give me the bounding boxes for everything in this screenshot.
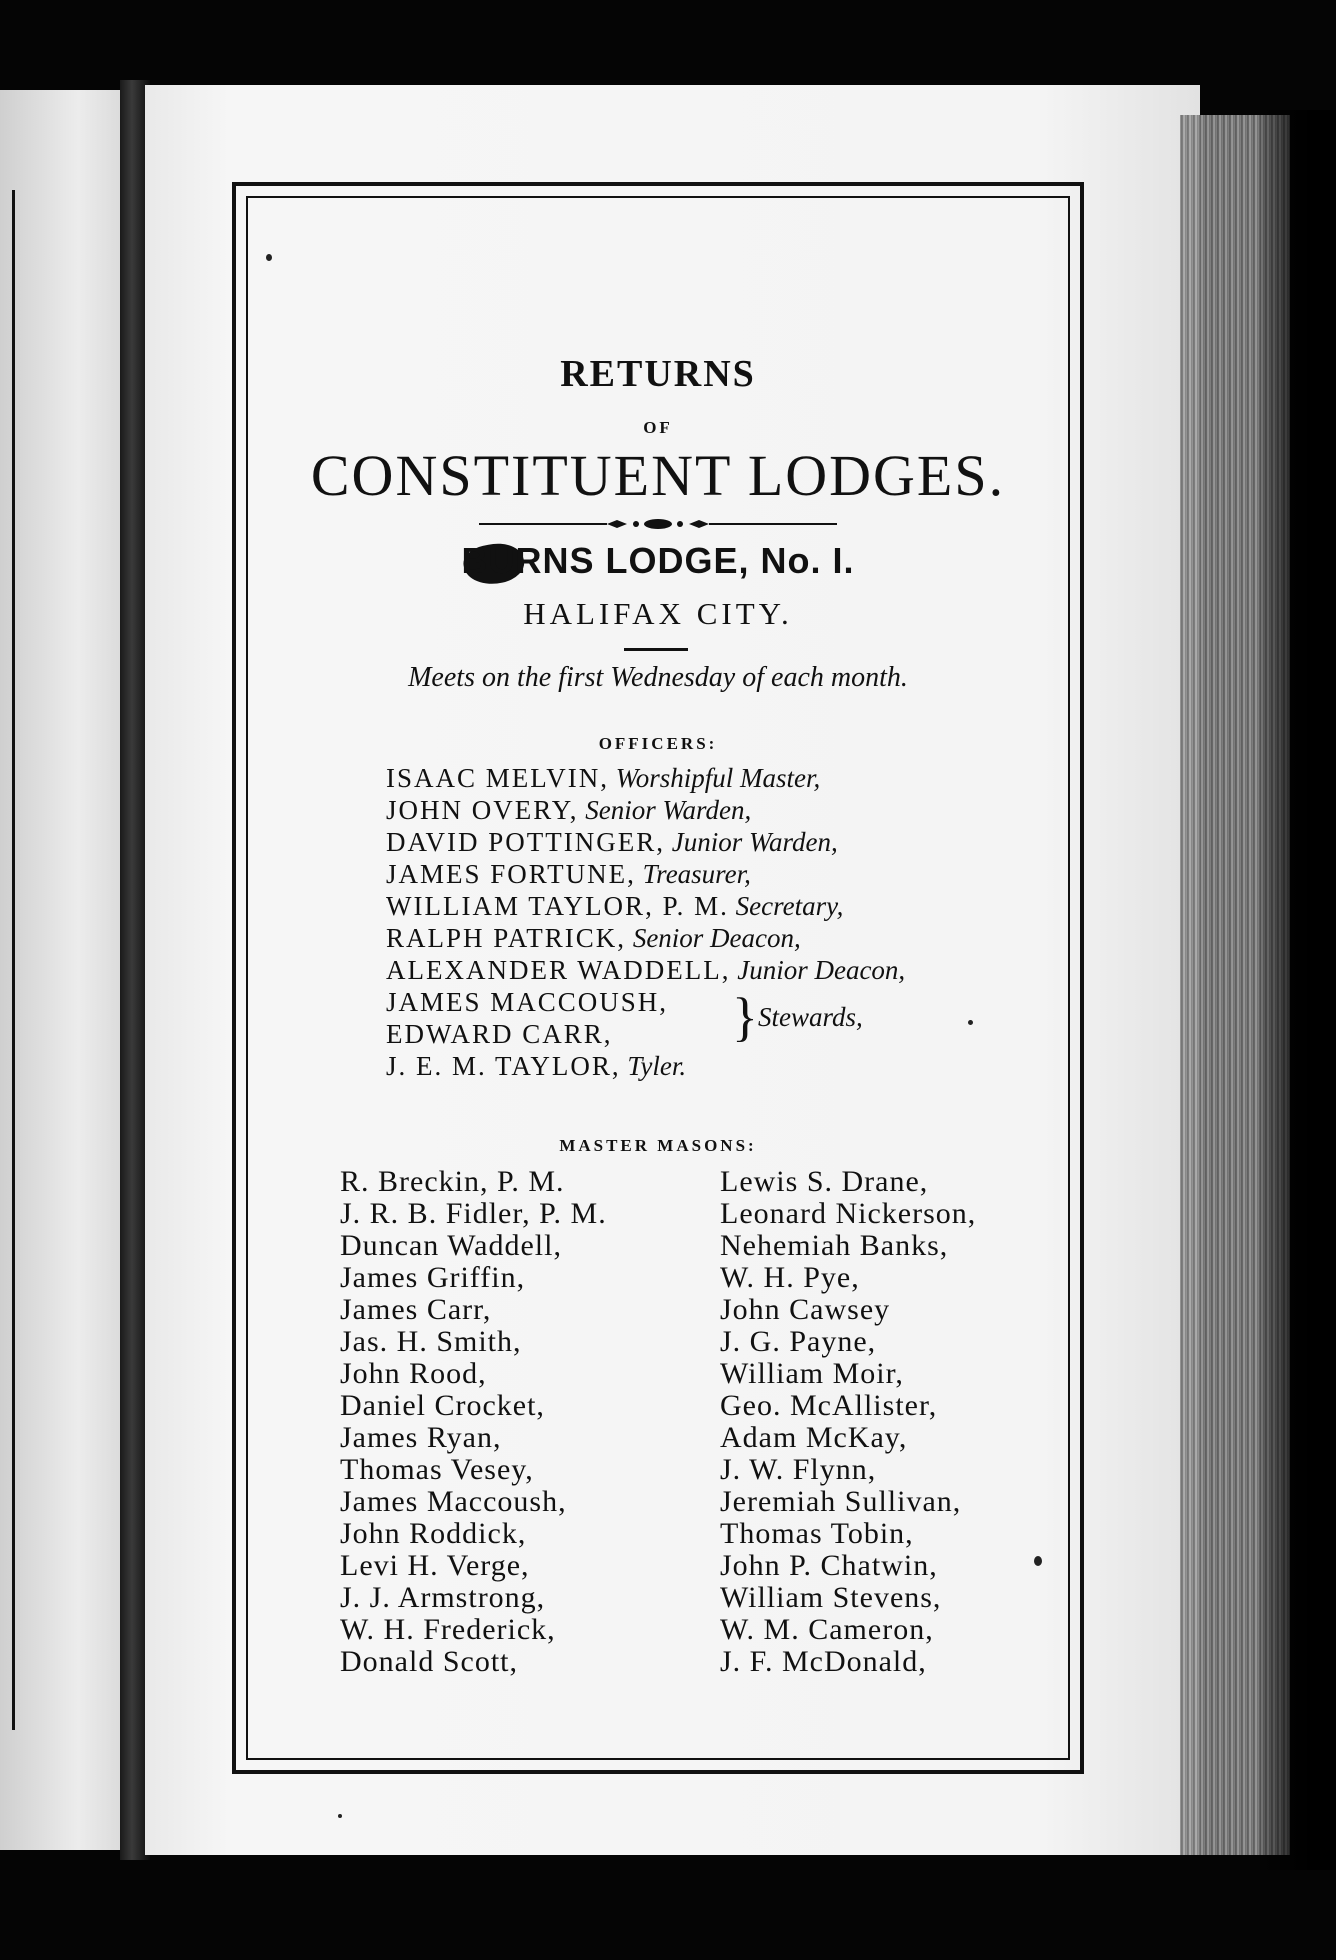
master-masons-right-column [720,1166,1080,1678]
mason-name: J. F. McDonald, [720,1645,927,1678]
mason-name: James Carr, [340,1293,492,1326]
officer-name: ISAAC MELVIN, [386,763,610,793]
facing-page-frame-edge [0,190,15,1730]
mason-name: Donald Scott, [340,1645,518,1678]
lodge-returns-page [250,200,1066,1756]
page-edges-shadow [1260,110,1336,1870]
officer-role: Junior Deacon, [737,955,906,985]
officers-list [386,762,1066,1082]
heading-of: OF [643,418,673,437]
dust-speck [338,1814,342,1818]
mason-name: J. J. Armstrong, [340,1581,546,1614]
stewards-group [386,986,1066,1050]
mason-name: J. W. Flynn, [720,1453,877,1486]
lodge-name: BURNS LODGE, No. I. [461,540,855,581]
ornamental-rule [250,514,1066,534]
mason-name: James Griffin, [340,1261,526,1294]
mason-name: R. Breckin, P. M. [340,1165,565,1198]
officer-entry [386,890,1066,922]
officer-entry [386,762,1066,794]
master-masons-left-column [340,1166,700,1678]
mason-name: Leonard Nickerson, [720,1197,977,1230]
officer-name: DAVID POTTINGER, [386,827,665,857]
steward-name: EDWARD CARR, [386,1019,613,1049]
mason-name: W. H. Pye, [720,1261,860,1294]
mason-name: W. M. Cameron, [720,1613,934,1646]
mason-name: J. G. Payne, [720,1325,877,1358]
heading-returns: RETURNS [560,353,756,395]
mason-name: J. R. B. Fidler, P. M. [340,1197,607,1230]
officer-name: WILLIAM TAYLOR, P. M. [386,891,729,921]
stewards-role: Stewards, [758,1002,863,1032]
tyler-entry [386,1050,1066,1082]
officer-name: JAMES FORTUNE, [386,859,636,889]
officer-name: RALPH PATRICK, [386,923,627,953]
mason-name: Duncan Waddell, [340,1229,562,1262]
officer-role: Treasurer, [642,859,751,889]
mason-name: Lewis S. Drane, [720,1165,929,1198]
officer-name: ALEXANDER WADDELL, [386,955,731,985]
meeting-schedule: Meets on the first Wednesday of each month. [408,662,908,693]
facing-page [0,90,130,1850]
officer-role: Senior Warden, [585,795,752,825]
mason-name: William Moir, [720,1357,904,1390]
mason-name: Jas. H. Smith, [340,1325,522,1358]
mason-name: Levi H. Verge, [340,1549,530,1582]
mason-name: Jeremiah Sullivan, [720,1485,962,1518]
mason-name: John Roddick, [340,1517,527,1550]
officer-entry [386,922,1066,954]
mason-name: John P. Chatwin, [720,1549,938,1582]
mason-name: Geo. McAllister, [720,1389,938,1422]
officers-heading: OFFICERS: [598,734,718,753]
steward-entry [386,1018,613,1050]
officer-role: Senior Deacon, [632,923,801,953]
mason-name: Daniel Crocket, [340,1389,545,1422]
master-masons-heading: MASTER MASONS: [559,1136,757,1155]
officer-name: JOHN OVERY, [386,795,579,825]
mason-name: James Maccoush, [340,1485,567,1518]
brace-glyph: } [732,987,758,1047]
mason-name: John Cawsey [720,1293,891,1326]
officer-role: Worshipful Master, [615,763,821,793]
mason-name: James Ryan, [340,1421,502,1454]
mason-name: Thomas Vesey, [340,1453,534,1486]
officer-role: Secretary, [735,891,844,921]
mason-name: William Stevens, [720,1581,942,1614]
mason-name: Adam McKay, [720,1421,908,1454]
short-rule [624,648,688,651]
mason-name: John Rood, [340,1357,487,1390]
steward-name: JAMES MACCOUSH, [386,987,669,1017]
officer-entry [386,858,1066,890]
page-title: CONSTITUENT LODGES. [310,443,1006,508]
mason-name: Nehemiah Banks, [720,1229,949,1262]
officer-entry [386,826,1066,858]
officer-role: Tyler. [627,1051,687,1081]
officer-entry [386,954,1066,986]
lodge-city: HALIFAX CITY. [523,596,793,631]
mason-name: Thomas Tobin, [720,1517,914,1550]
steward-entry [386,986,668,1018]
officer-role: Junior Warden, [671,827,838,857]
officer-name: J. E. M. TAYLOR, [386,1051,621,1081]
officer-entry [386,794,1066,826]
mason-name: W. H. Frederick, [340,1613,556,1646]
